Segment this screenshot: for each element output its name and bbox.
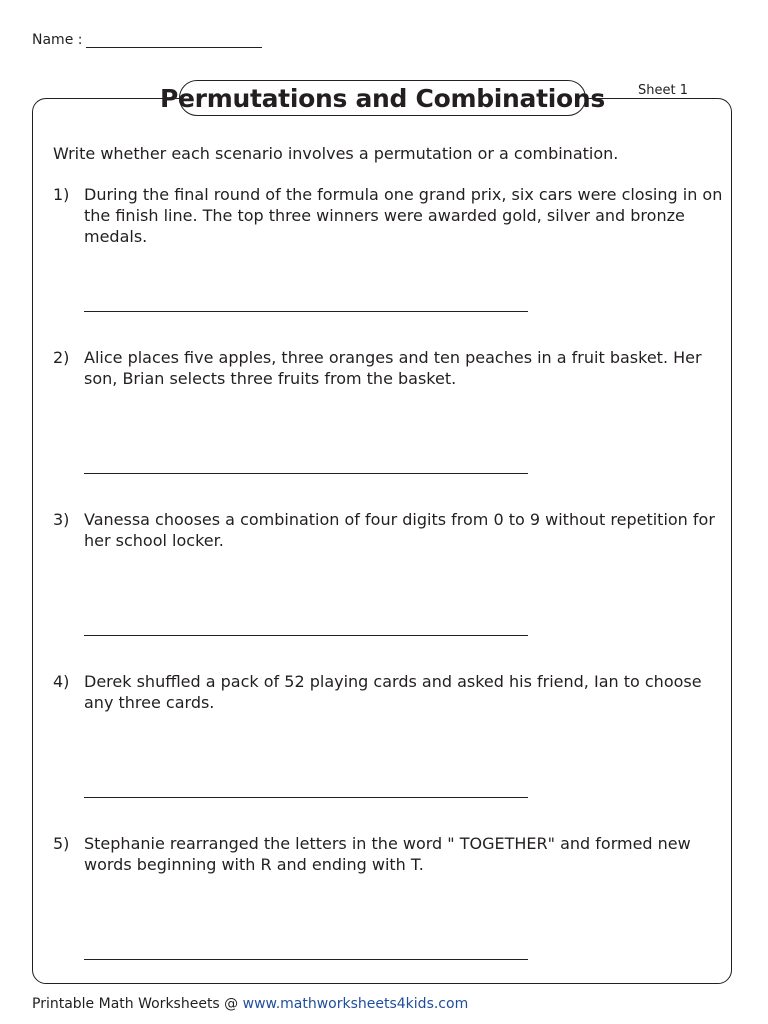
question-5 bbox=[53, 833, 723, 875]
question-1 bbox=[53, 184, 723, 247]
answer-line-1[interactable] bbox=[84, 311, 528, 312]
question-text: During the final round of the formula one grand prix, six cars were closing in on the finish line. The top three winners were awarded gold, silver and bronze medals. bbox=[84, 185, 723, 246]
question-number: 3) bbox=[53, 510, 70, 529]
question-number: 2) bbox=[53, 348, 70, 367]
question-text: Derek shuffled a pack of 52 playing cards and asked his friend, Ian to choose any three cards. bbox=[84, 672, 702, 712]
answer-line-2[interactable] bbox=[84, 473, 528, 474]
answer-line-5[interactable] bbox=[84, 959, 528, 960]
question-text: Stephanie rearranged the letters in the word " TOGETHER" and formed new words beginning with R and ending with T. bbox=[84, 834, 691, 874]
footer-link[interactable]: www.mathworksheets4kids.com bbox=[242, 996, 469, 1012]
footer-text: Printable Math Worksheets @ bbox=[32, 996, 243, 1012]
question-3 bbox=[53, 509, 723, 551]
answer-line-4[interactable] bbox=[84, 797, 528, 798]
name-field-row bbox=[32, 32, 262, 48]
name-label: Name : bbox=[32, 32, 83, 48]
footer bbox=[32, 996, 468, 1012]
question-text: Vanessa chooses a combination of four digits from 0 to 9 without repetition for her school locker. bbox=[84, 510, 715, 550]
sheet-number: Sheet 1 bbox=[638, 83, 688, 98]
question-text: Alice places five apples, three oranges and ten peaches in a fruit basket. Her son, Brian selects three fruits from the basket. bbox=[84, 348, 702, 388]
question-number: 5) bbox=[53, 834, 70, 853]
worksheet-title: Permutations and Combinations bbox=[179, 80, 586, 116]
instructions-text: Write whether each scenario involves a permutation or a combination. bbox=[53, 144, 619, 163]
answer-line-3[interactable] bbox=[84, 635, 528, 636]
question-number: 1) bbox=[53, 185, 70, 204]
question-2 bbox=[53, 347, 723, 389]
question-4 bbox=[53, 671, 723, 713]
name-blank-line[interactable] bbox=[86, 32, 262, 48]
question-number: 4) bbox=[53, 672, 70, 691]
